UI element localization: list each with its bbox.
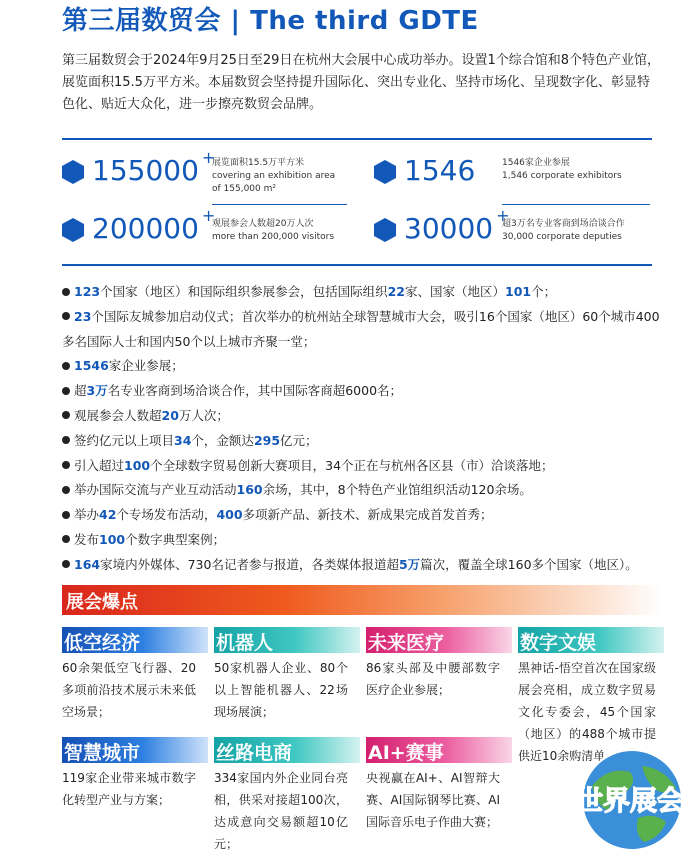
item-text: 个国家（地区）和国际组织参展参会，包括国际组织 [100, 284, 388, 299]
stat-desc-cn: 展览面积15.5万平方米 [212, 158, 305, 168]
bullet-dot-icon [62, 288, 70, 296]
card-header: 丝路电商 [214, 737, 360, 763]
stat-value: 200000 + [92, 206, 216, 245]
highlight-number: 295 [253, 432, 281, 448]
highlight-number: 3万 [86, 383, 108, 399]
highlight-number: 1546 [74, 358, 109, 374]
item-text: 个，金额达 [191, 432, 254, 448]
highlight-number: 34 [174, 432, 192, 448]
highlight-number: 400 [216, 507, 243, 523]
hexagon-icon [374, 160, 396, 184]
highlight-number: 160 [236, 482, 263, 498]
stat-desc-en: 30,000 corporate deputies [502, 232, 622, 242]
achievement-item [62, 454, 662, 479]
intro-paragraph: 第三届数贸会于2024年9月25日至29日在杭州大会展中心成功举办。设置1个综合馆和8个特色产业馆，展览面积15.5万平方米。本届数贸会坚持提升国际化、突出专业化、坚持市场化、呈现数字化、彰显特色化、贴近大众化，进一步擦亮数贸会品牌。 [62, 53, 660, 112]
stat-desc-cn: 观展参会人数超20万人次 [212, 219, 314, 229]
item-text: 个国际友城参加启动仪式；首次举办的杭州站全球智慧城市大会，吸引16个国家（地区）60个城市400多名国际人士和国内50个以上城市齐聚一堂； [62, 308, 660, 349]
highlights-title: 展会爆点 [66, 592, 138, 613]
card-header: 数字文娱 [518, 627, 664, 653]
item-text: 引入超过 [74, 457, 125, 473]
card-header: AI+赛事 [366, 737, 512, 763]
stat-underline [502, 204, 650, 205]
card-body: 119家企业带来城市数字化转型产业与方案； [62, 771, 196, 807]
stat-desc-cn: 1546家企业参展 [502, 158, 570, 168]
highlight-number: 20 [161, 407, 179, 423]
stat-desc-en: of 155,000 m² [212, 184, 276, 194]
bullet-dot-icon [62, 387, 70, 395]
achievement-item [62, 503, 662, 528]
achievement-list [62, 280, 662, 578]
item-text: 亿元； [280, 432, 318, 448]
item-text: 举办 [74, 507, 100, 523]
stat-desc-cn: 超3万名专业客商到场洽谈合作 [502, 219, 625, 229]
highlight-number: 23 [74, 308, 92, 324]
stat-underline [212, 204, 347, 205]
item-text: 发布 [74, 531, 100, 547]
stat-value: 30000 + [404, 206, 510, 245]
highlight-number: 100 [124, 457, 151, 473]
stats-bottom-rule [62, 264, 652, 266]
achievement-item [62, 379, 662, 404]
page-title: 第三届数贸会 | The third GDTE [62, 6, 479, 36]
bullet-dot-icon [62, 486, 70, 494]
highlight-number: 101 [505, 284, 532, 299]
card-body: 86家头部及中腰部数字医疗企业参展； [366, 661, 500, 697]
achievement-item [62, 280, 662, 305]
item-text: 万人次； [178, 407, 229, 423]
achievement-item [62, 429, 662, 454]
item-text: 个； [531, 284, 557, 299]
item-text: 篇次，覆盖全球160多个国家（地区）。 [420, 556, 638, 572]
hexagon-icon [62, 218, 84, 242]
item-text: 个数字典型案例； [125, 531, 226, 547]
bullet-dot-icon [62, 461, 70, 469]
card-header: 智慧城市 [62, 737, 208, 763]
card-header: 未来医疗 [366, 627, 512, 653]
item-text: 家境内外媒体、730名记者参与报道，各类媒体报道超 [100, 556, 399, 572]
card-header: 机器人 [214, 627, 360, 653]
stat-desc-en: covering an exhibition area [212, 171, 336, 181]
bullet-dot-icon [62, 511, 70, 519]
highlight-number: 164 [74, 556, 101, 572]
world-expo-logo [568, 726, 694, 866]
item-text: 个专场发布活动， [116, 507, 217, 523]
achievement-item [62, 305, 662, 355]
card-body: 央视赢在AI+、AI智辩大赛、AI国际钢琴比赛、AI国际音乐电子作曲大赛； [366, 771, 500, 829]
hexagon-icon [374, 218, 396, 242]
achievement-item [62, 528, 662, 553]
achievement-item [62, 478, 662, 503]
card-body: 60余架低空飞行器、20多项前沿技术展示未来低空场景； [62, 661, 196, 719]
bullet-dot-icon [62, 535, 70, 543]
card-header: 低空经济 [62, 627, 208, 653]
card-body: 50家机器人企业、80个以上智能机器人、22场现场展演； [214, 661, 348, 719]
item-text: 家企业参展； [108, 358, 184, 374]
bullet-dot-icon [62, 436, 70, 444]
highlight-number: 100 [99, 531, 126, 547]
card-body: 黑神话-悟空首次在国家级展会亮相，成立数字贸易文化专委会，45个国家（地区）的488个城市提供近10余购清单 [518, 661, 656, 763]
svg-text:世界展会: 世界展会 [576, 786, 684, 817]
hexagon-icon [62, 160, 84, 184]
achievement-item [62, 354, 662, 379]
bullet-dot-icon [62, 411, 70, 419]
item-text: 名专业客商到场洽谈合作，其中国际客商超6000名； [107, 383, 403, 399]
highlight-number: 42 [99, 507, 117, 523]
stat-value: 155000 + [92, 148, 216, 187]
item-text: 个全球数字贸易创新大赛项目，34个正在与杭州各区县（市）洽谈落地； [150, 457, 554, 473]
highlight-number: 5万 [398, 556, 421, 572]
card-body: 334家国内外企业同台亮相，供采对接超100次，达成意向交易额超10亿元； [214, 771, 348, 851]
bullet-dot-icon [62, 560, 70, 568]
stat-desc-en: more than 200,000 visitors [212, 232, 335, 242]
highlight-number: 123 [74, 284, 101, 299]
item-text: 家、国家（地区） [405, 284, 506, 299]
bullet-dot-icon [62, 362, 70, 370]
item-text: 举办国际交流与产业互动活动 [74, 482, 237, 498]
item-text: 签约亿元以上项目 [74, 432, 175, 448]
item-text: 超 [74, 383, 87, 399]
item-text: 观展参会人数超 [74, 407, 162, 423]
achievement-item [62, 404, 662, 429]
achievement-item [62, 553, 662, 578]
stat-desc-en: 1,546 corporate exhibitors [502, 171, 622, 181]
item-text: 余场，其中，8个特色产业馆组织活动120余场。 [262, 482, 532, 498]
highlight-number: 22 [387, 284, 406, 299]
highlights-banner [62, 585, 694, 615]
bullet-dot-icon [62, 312, 70, 320]
item-text: 多项新产品、新技术、新成果完成首发首秀； [242, 507, 493, 523]
stats-top-rule [62, 138, 652, 140]
stat-value: 1546 [404, 154, 476, 187]
